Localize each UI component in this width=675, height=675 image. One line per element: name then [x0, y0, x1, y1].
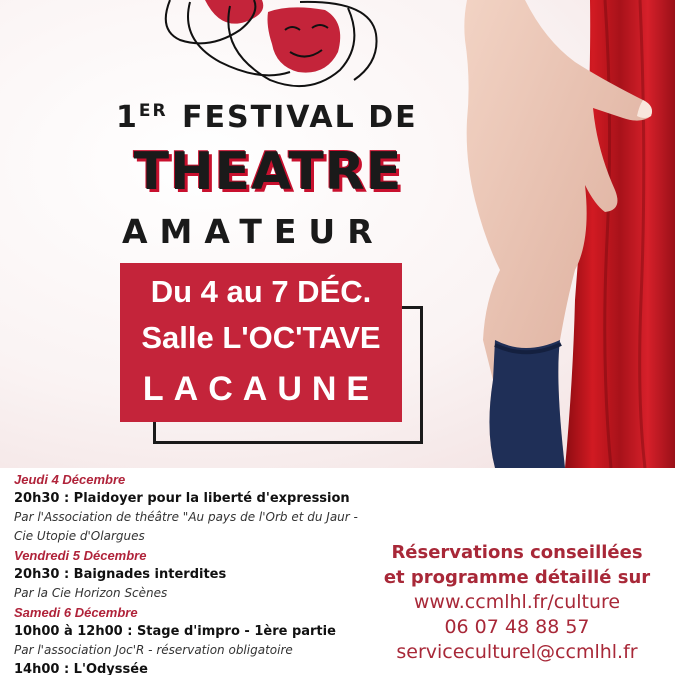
phone-number[interactable]: 06 07 48 88 57 — [444, 616, 590, 638]
title-ordinal-suffix: ER — [138, 101, 168, 121]
title-theatre: THEATRE — [133, 142, 403, 202]
reservation-notice-line1: Réservations conseillées — [391, 542, 643, 563]
program-day-1 — [14, 470, 374, 546]
hand-on-curtain-illustration — [455, 0, 675, 468]
program-day-title: Samedi 6 Décembre — [14, 605, 138, 620]
program-show: 14h00 : L'Odyssée — [14, 662, 148, 675]
event-dates: Du 4 au 7 DÉC. — [150, 274, 372, 309]
title-amateur: AMATEUR — [122, 212, 385, 251]
program-day-title: Jeudi 4 Décembre — [14, 472, 126, 487]
title-festival-de: FESTIVAL DE — [182, 100, 418, 135]
program-list — [14, 470, 374, 675]
festival-ordinal-title — [116, 100, 418, 135]
program-company: Par la Cie Horizon Scènes — [14, 586, 168, 600]
event-box — [120, 263, 402, 422]
program-show: 20h30 : Baignades interdites — [14, 567, 227, 582]
program-show: 10h00 à 12h00 : Stage d'impro - 1ère partie — [14, 624, 336, 639]
reservation-notice-line2: et programme détaillé sur — [383, 567, 651, 588]
program-show: 20h30 : Plaidoyer pour la liberté d'expression — [14, 491, 350, 506]
program-day-title: Vendredi 5 Décembre — [14, 548, 147, 563]
event-venue: Salle L'OC'TAVE — [141, 320, 381, 355]
program-company: Par l'Association de théâtre "Au pays de l'Orb et du Jaur - Cie Utopie d'Olargues — [14, 510, 358, 543]
website-link[interactable]: www.ccmlhl.fr/culture — [413, 591, 621, 613]
reservation-info — [372, 540, 662, 665]
theatre-masks-icon — [150, 0, 390, 92]
program-company: Par l'association Joc'R - réservation obligatoire — [14, 643, 293, 657]
title-ordinal: 1 — [116, 100, 139, 135]
program-day-2 — [14, 546, 374, 603]
program-day-3 — [14, 603, 374, 675]
email-link[interactable]: serviceculturel@ccmlhl.fr — [396, 641, 638, 663]
event-town: LACAUNE — [142, 370, 380, 408]
